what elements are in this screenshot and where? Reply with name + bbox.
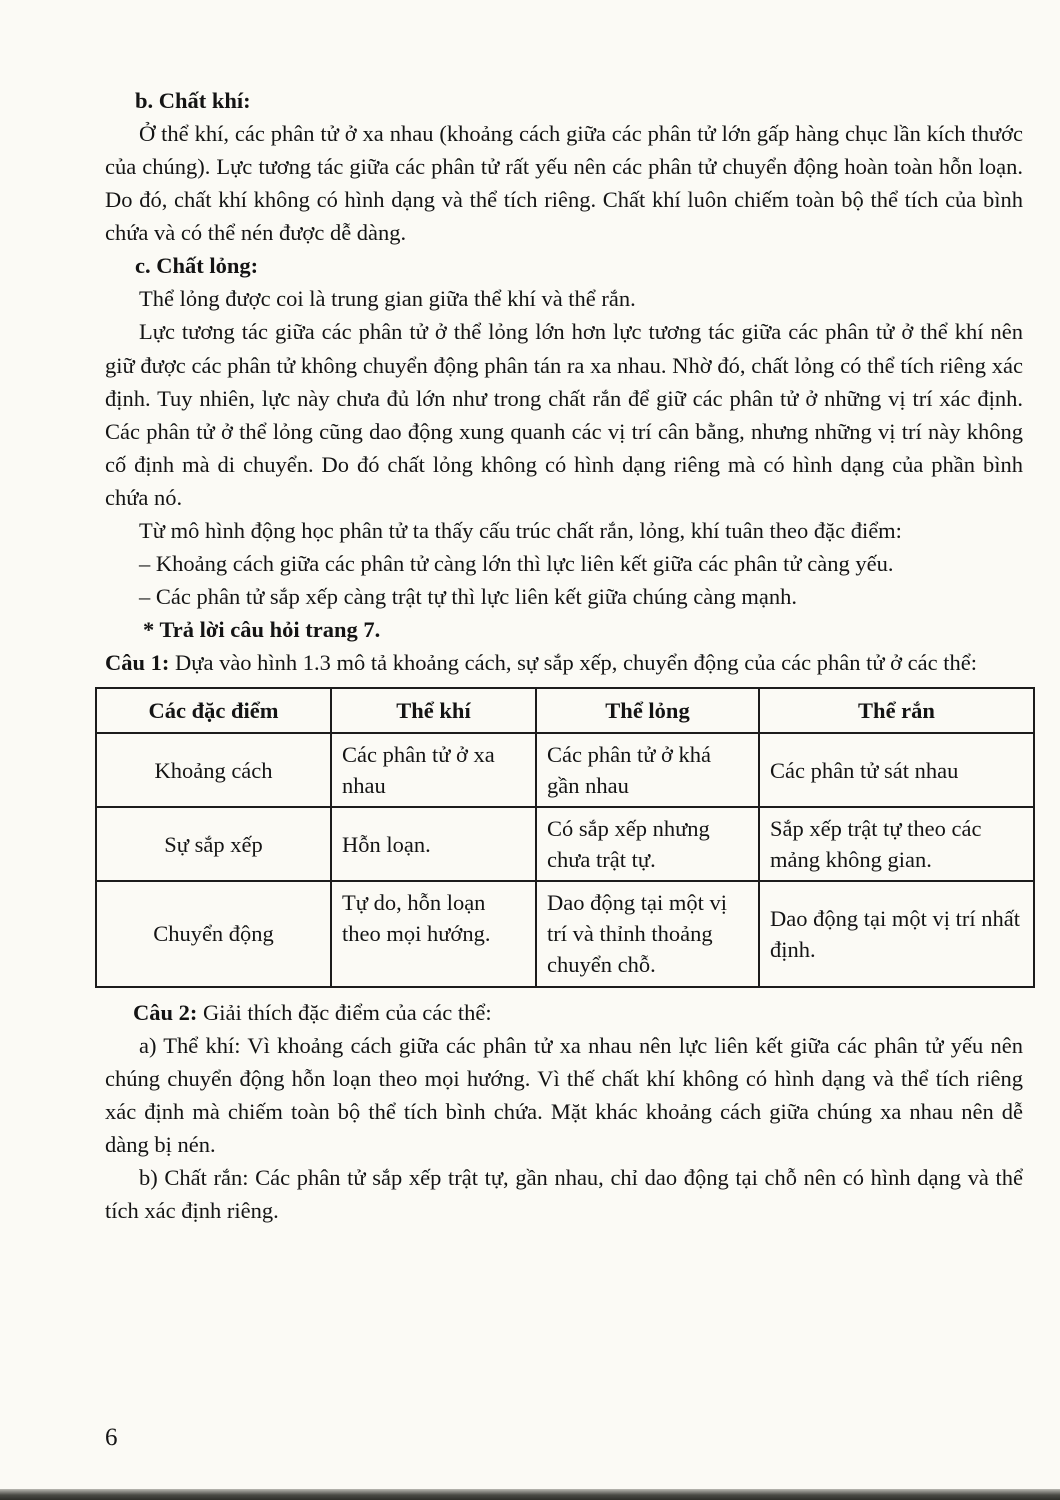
table-cell-arrangement-gas: Hỗn loạn. (331, 807, 536, 881)
table-header-solid: Thể rắn (759, 688, 1034, 733)
table-header-gas: Thể khí (331, 688, 536, 733)
answer-2a: a) Thể khí: Vì khoảng cách giữa các phân tử xa nhau nên lực liên kết giữa các phân tử yếu nên chúng chuyển động hỗn loạn theo mọi hướng. Vì thế chất khí không có hình dạng và thể tích riêng xác định mà chiếm toàn bộ thể tích bình chứa. Mặt khác khoảng cách giữa chúng xa nhau nên dễ dàng bị nén. (105, 1032, 1023, 1157)
states-comparison-table (95, 687, 1035, 987)
table-cell-distance-liquid: Các phân tử ở khá gần nhau (536, 733, 759, 807)
heading-liquid: c. Chất lỏng: (135, 253, 259, 279)
table-cell-motion-solid: Dao động tại một vị trí nhất định. (759, 881, 1034, 986)
paragraph-model: Từ mô hình động học phân tử ta thấy cấu trúc chất rắn, lỏng, khí tuân theo đặc điểm: (139, 517, 902, 543)
question-1-label: Câu 1: (105, 650, 170, 676)
bullet-distance: – Khoảng cách giữa các phân tử càng lớn thì lực liên kết giữa các phân tử càng yếu. (139, 550, 894, 576)
paragraph-gas: Ở thể khí, các phân tử ở xa nhau (khoảng cách giữa các phân tử lớn gấp hàng chục lần kích thước của chúng). Lực tương tác giữa các phân tử rất yếu nên các phân tử chuyển động hoàn toàn hỗn loạn. Do đó, chất khí không có hình dạng và thể tích riêng. Chất khí luôn chiếm toàn bộ thể tích của bình chứa và có thể nén được dễ dàng. (105, 121, 1023, 246)
heading-gas: b. Chất khí: (135, 88, 251, 113)
question-2 (105, 996, 1023, 1029)
table-row-distance (96, 733, 1034, 807)
table-cell-arrangement-solid: Sắp xếp trật tự theo các mảng không gian. (759, 807, 1034, 881)
table-cell-motion-label: Chuyển động (96, 881, 331, 986)
question-2-label: Câu 2: (133, 999, 198, 1025)
paragraph-liquid-2: Lực tương tác giữa các phân tử ở thể lỏng lớn hơn lực tương tác giữa các phân tử ở thể khí nên giữ được các phân tử không chuyển động phân tán ra xa nhau. Nhờ đó, chất lỏng có thể tích riêng xác định. Tuy nhiên, lực này chưa đủ lớn như trong chất rắn để giữ các phân tử ở những vị trí xác định. Các phân tử ở thể lỏng cũng dao động xung quanh các vị trí cân bằng, nhưng những vị trí này không cố định mà di chuyển. Do đó chất lỏng không có hình dạng riêng mà có hình dạng của phần bình chứa nó. (105, 319, 1023, 510)
paragraph-liquid-1: Thể lỏng được coi là trung gian giữa thể khí và thể rắn. (139, 286, 636, 312)
bullet-arrangement: – Các phân tử sắp xếp càng trật tự thì lực liên kết giữa chúng càng mạnh. (139, 583, 797, 609)
document-page (105, 84, 1023, 1227)
answer-2b: b) Chất rắn: Các phân tử sắp xếp trật tự, gần nhau, chỉ dao động tại chỗ nên có hình dạng và thể tích xác định riêng. (105, 1164, 1023, 1223)
question-1 (105, 646, 1023, 679)
heading-answers: * Trả lời câu hỏi trang 7. (143, 617, 381, 642)
page-number: 6 (105, 1424, 118, 1451)
table-cell-distance-gas: Các phân tử ở xa nhau (331, 733, 536, 807)
question-2-text: Giải thích đặc điểm của các thể: (197, 999, 492, 1025)
table-header-row (96, 688, 1034, 733)
table-row-arrangement (96, 807, 1034, 881)
table-header-feature: Các đặc điểm (96, 688, 331, 733)
table-cell-distance-solid: Các phân tử sát nhau (759, 733, 1034, 807)
table-cell-distance-label: Khoảng cách (96, 733, 331, 807)
table-cell-motion-gas: Tự do, hỗn loạn theo mọi hướng. (331, 881, 536, 986)
scan-edge (0, 1489, 1060, 1500)
table-cell-arrangement-label: Sự sắp xếp (96, 807, 331, 881)
question-1-text: Dựa vào hình 1.3 mô tả khoảng cách, sự sắp xếp, chuyển động của các phân tử ở các thể: (169, 650, 977, 676)
table-row-motion (96, 881, 1034, 986)
table-header-liquid: Thể lỏng (536, 688, 759, 733)
table-cell-arrangement-liquid: Có sắp xếp nhưng chưa trật tự. (536, 807, 759, 881)
table-cell-motion-liquid: Dao động tại một vị trí và thỉnh thoảng chuyển chỗ. (536, 881, 759, 986)
